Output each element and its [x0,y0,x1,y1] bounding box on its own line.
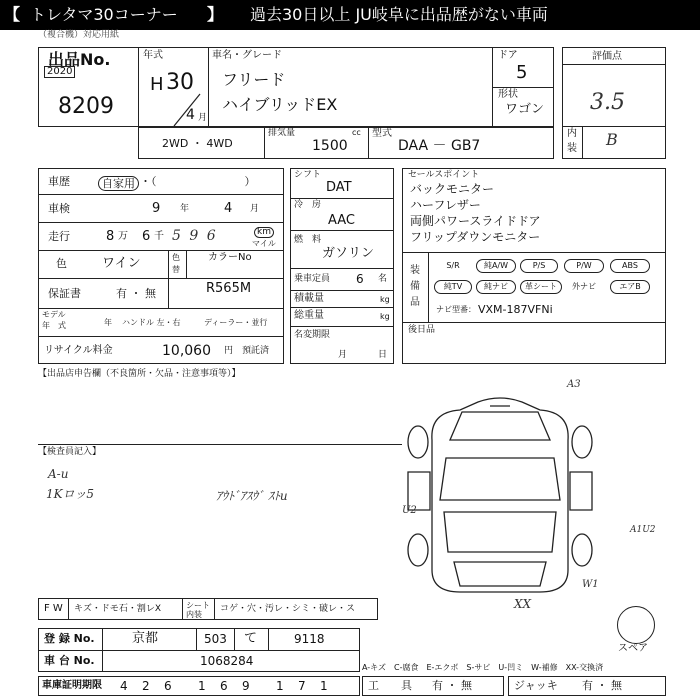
interior-value: B [606,130,618,149]
cert-digit-6: 1 [276,679,284,693]
navi-value: VXM-187VFNi [478,303,553,316]
ac-value: AAC [328,213,355,228]
mileage-sen: 6 [142,229,151,244]
mileage-sen-unit: 千 [154,231,164,242]
header-box [38,47,554,127]
diagram-mark-a1u2: A1U2 [630,525,656,535]
inspection-month: 4 [224,201,233,216]
mileage-label: 走行 [48,230,70,243]
registration-number: 9118 [294,632,325,646]
navi-label: ナビ型番： [436,305,476,314]
weight-label: 総重量 [294,310,324,321]
model-label: 型式 [372,128,392,139]
mileage-km: km [254,227,274,238]
mileage-mile: マイル [252,239,276,248]
recycle-note: 預託済 [242,346,270,356]
fw-label: F W [44,603,63,614]
equip-aw: 純A/W [476,259,516,273]
warranty-value: 有 ・ 無 [116,287,156,300]
fuel-label: 燃 料 [294,235,322,245]
top-note: （複合機）対応用紙 [38,30,120,40]
fw-items2: コゲ・穴・汚レ・シミ・破レ・ス [220,604,356,614]
fw-items: キズ・ドモ石・割レX [74,604,161,614]
equip-airbag: エアB [610,280,650,294]
inspection-label: 車検 [48,202,70,215]
equip-ps: P/S [520,259,558,273]
warranty-label: 保証書 [48,287,81,300]
equip-abs: ABS [610,259,650,273]
registration-label: 登 録 No. [44,632,95,645]
color-no-label: カラーNo [208,252,252,263]
chassis-value: 1068284 [200,654,254,668]
score-value: 3.5 [590,90,625,115]
color-value: ワイン [102,256,141,271]
sales-point-1: ハーフレザー [410,198,481,212]
diagram-mark-xx: XX [514,597,532,611]
vehicle-name: フリード [222,70,286,89]
lot-year-stamp: 2020 [44,66,75,78]
recycle-unit: 円 [224,346,234,356]
lot-number: 8209 [58,94,114,119]
displacement-label: 排気量 [268,128,296,138]
cert-digit-0: 4 [120,679,128,693]
recycle-label: リサイクル料金 [44,345,113,356]
color-sub-2: 替 [172,265,180,274]
interior-label-2: 装 [567,143,577,154]
jack-value: 有 ・ 無 [582,679,622,692]
equipment-label-2: 備 [410,281,420,292]
seller-label: 【出品店申告欄（不良箇所・欠品・注意事項等）】 [38,369,241,379]
inspection-month-unit: 月 [250,204,260,214]
lot-label: 出品No. [48,50,111,69]
model-row-label-2: 年 式 [42,321,66,330]
year-month-unit: 月 [198,113,208,123]
equip-tv: 純TV [434,280,472,294]
cert-digit-1: 2 [142,679,150,693]
equip-pw: P/W [564,259,604,273]
model-row-label-1: モデル [42,310,66,319]
history-value: 自家用 [98,176,139,191]
banner-message: 過去30日以上 JU岐阜に出品歴がない車両 [250,5,548,24]
mileage-digits: 5 9 6 [172,228,218,244]
capacity-value: 6 [356,272,364,286]
equip-sr: S/R [446,261,460,270]
diagram-mark-w1: W1 [582,579,599,590]
model-row-dealer: ディーラー・並行 [204,318,268,327]
year-value: 30 [166,70,194,95]
mileage-man-unit: 万 [118,231,128,242]
ac-label: 冷 房 [294,200,322,210]
cert-digit-3: 1 [198,679,206,693]
cert-digit-4: 6 [220,679,228,693]
displacement-unit: cc [352,128,361,137]
tools-value: 有 ・ 無 [432,679,472,692]
equip-extnavi: 外ナビ [572,282,596,291]
banner-label: トレタマ30コーナー [30,5,178,24]
sales-point-3: フリップダウンモニター [410,230,541,244]
body-type-label: 形状 [498,89,518,100]
cert-digit-8: 1 [320,679,328,693]
mileage-man: 8 [106,229,115,244]
weight-unit: kg [380,312,390,321]
tools-label: 工 具 [368,679,412,692]
cert-digit-5: 9 [242,679,250,693]
capacity-label: 乗車定員 [294,274,331,284]
doors-label: ドア [498,50,518,61]
year-era: H [150,74,164,95]
model-row-handle: ハンドル 左・右 [122,318,181,327]
inspection-year-unit: 年 [180,204,190,214]
color-label: 色 [56,257,67,270]
inspector-note-1: 1Kロッ5 [46,487,94,501]
history-rest: ・（ ） [140,175,256,188]
equip-navi: 純ナビ [476,280,516,294]
inspector-label: 【検査員記入】 [38,447,102,457]
inspector-note-0: A-u [48,467,69,481]
name-change-unit: 月 [338,350,348,360]
sales-point-0: バックモニター [410,182,495,196]
spare-tire-icon [617,606,655,644]
registration-kana: て [244,631,258,646]
color-sub-1: 色 [172,253,180,262]
diagram-mark-u2: U2 [402,505,417,516]
name-change-label: 名変期限 [294,330,331,340]
chassis-label: 車 台 No. [44,654,95,667]
model-value: DAA － GB7 [398,138,481,154]
displacement-value: 1500 [312,138,348,154]
year-label: 年式 [143,50,163,61]
body-type-value: ワゴン [505,102,545,117]
spare-label: スペア [618,643,648,654]
shift-label: シフト [294,170,322,180]
fuel-value: ガソリン [322,246,375,261]
banner-bracket-open: 【 [4,5,21,24]
interior-label-1: 内 [567,128,577,139]
cert-digit-7: 7 [298,679,306,693]
equipment-label-1: 装 [410,265,420,276]
banner-bracket-close: 】 [207,5,224,24]
recycle-value: 10,060 [162,343,211,359]
cert-digit-2: 6 [164,679,172,693]
sales-points-label: セールスポイント [408,170,480,180]
drive-label: 2WD ・ 4WD [162,137,233,150]
equip-leather: 革シート [520,280,562,294]
load-unit: kg [380,295,390,304]
color-no-value: R565M [206,281,252,296]
diagram-mark-a3: A3 [567,379,581,390]
registration-pref: 京都 [132,631,159,646]
model-row-year-unit: 年 [104,318,112,327]
load-label: 積載量 [294,293,324,304]
doors-value: 5 [516,62,528,83]
car-diagram [400,380,600,606]
notes-label: 後日品 [408,325,436,335]
registration-class: 503 [204,632,227,646]
score-label: 評価点 [592,51,622,62]
shift-value: DAT [326,180,352,195]
vehicle-label: 車名・グレード [212,50,282,61]
inspection-year: 9 [152,201,161,216]
equipment-label-3: 品 [410,297,420,308]
inspector-note-2: ｱｳﾄﾞｱｽｳﾞ ｽﾄu [216,489,288,503]
cert-label: 車庫証明期限 [42,680,102,691]
jack-label: ジャッキ [514,679,558,692]
sales-point-2: 両側パワースライドドア [410,214,541,228]
year-month: 4 [186,107,195,123]
capacity-unit: 名 [378,274,388,284]
vehicle-grade: ハイブリッドEX [222,95,338,114]
legend: A-キズ C-腐食 E-エクボ S-サビ U-凹ミ W-補修 XX-交換済 [362,663,604,672]
history-label: 車歴 [48,175,70,188]
name-change-day: 日 [378,350,388,360]
details-box [38,168,284,364]
fw-sheet: シート 内装 [186,601,210,619]
